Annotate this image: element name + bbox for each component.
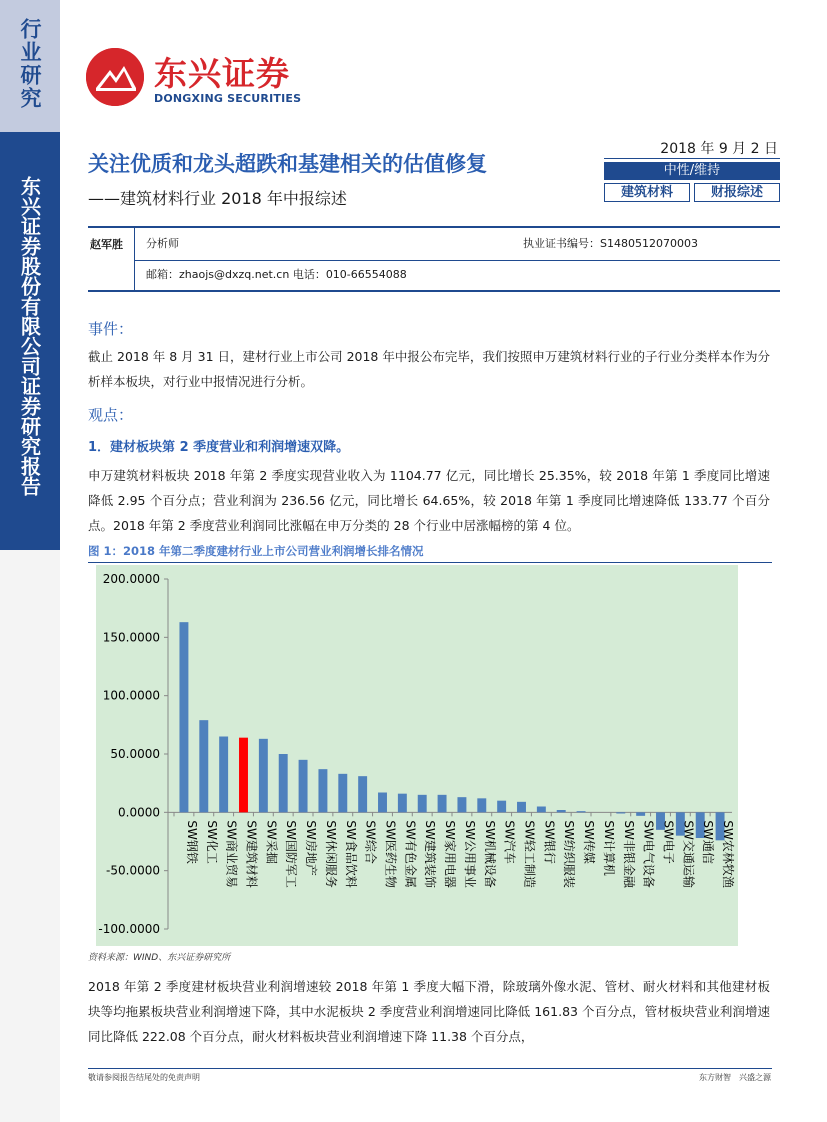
x-tick-label: SW建筑材料	[244, 820, 259, 888]
footer-divider	[88, 1068, 772, 1069]
bar	[199, 720, 208, 812]
point-1-paragraph-2: 2018 年第 2 季度建材板块营业利润增速较 2018 年第 1 季度大幅下滑，除玻璃外像水泥、管材、耐火材料和其他建材板块等均拖累板块营业利润增速下降，其中水泥板块 2 季度营业利润增速同比降低 161.83 个百分点，管材板块营业利润增速同比降低 222.08 个百分点，耐火材料板块营业利润增速下降 11.38 个百分点，	[88, 979, 770, 1044]
bar	[279, 754, 288, 812]
x-tick-label: SW轻工制造	[522, 820, 537, 888]
analyst-divider-vertical	[134, 228, 135, 290]
bar	[259, 739, 268, 813]
x-tick-label: SW商业贸易	[224, 820, 239, 888]
y-tick-label: 100.0000	[102, 688, 160, 703]
bar	[418, 795, 427, 813]
bar	[457, 797, 466, 812]
analyst-contact: 邮箱：zhaojs@dxzq.net.cn 电话：010-66554088	[146, 268, 407, 281]
y-tick-label: 200.0000	[102, 572, 160, 586]
report-subtitle: ——建筑材料行业 2018 年中报综述	[88, 189, 347, 208]
bar	[577, 811, 586, 812]
analyst-cert: 执业证书编号：S1480512070003	[523, 237, 698, 250]
bar	[557, 810, 566, 812]
footer-disclaimer: 敬请参阅报告结尾处的免责声明	[88, 1073, 200, 1082]
sidebar-category: 行业研究	[18, 18, 42, 110]
logo-cn-text: 东兴证券	[154, 54, 290, 93]
company-logo	[86, 44, 326, 108]
bar	[636, 812, 645, 816]
x-tick-label: SW银行	[542, 820, 557, 864]
bar	[338, 774, 347, 813]
x-tick-label: SW电子	[661, 820, 676, 864]
views-heading: 观点：	[88, 406, 134, 424]
y-tick-label: 50.0000	[110, 747, 160, 761]
x-tick-label: SW房地产	[304, 820, 319, 876]
bar	[318, 769, 327, 812]
x-tick-label: SW建筑装饰	[423, 820, 438, 888]
bar	[517, 802, 526, 813]
x-tick-label: SW休闲服务	[323, 820, 338, 888]
bar	[219, 737, 228, 813]
y-tick-label: 0.0000	[118, 805, 160, 820]
x-tick-label: SW交通运输	[681, 820, 696, 888]
bar	[358, 776, 367, 812]
x-tick-label: SW纺织服装	[562, 820, 577, 888]
bar	[299, 760, 308, 813]
bar	[497, 801, 506, 813]
x-tick-label: SW综合	[363, 820, 378, 864]
point-1-paragraph: 申万建筑材料板块 2018 年第 2 季度实现营业收入为 1104.77 亿元，同比增长 25.35%，较 2018 年第 1 季度同比增速降低 2.95 个百分点；营业利润为 236.56 亿元，同比增长 64.65%，较 2018 年第 1 季度同比增速降低 133.77 个百分点。2018 年第 2 季度营业利润同比涨幅在申万分类的 28 个行业中居涨幅榜的第 4 位。	[88, 468, 770, 533]
footer-slogan: 东方财智 兴盛之源	[699, 1073, 771, 1082]
x-tick-label: SW有色金属	[403, 820, 418, 888]
analyst-role: 分析师	[146, 237, 179, 250]
x-tick-label: SW电气设备	[641, 820, 656, 888]
x-tick-label: SW钢铁	[184, 820, 199, 864]
bar-chart	[96, 565, 738, 946]
bar	[179, 622, 188, 812]
figure-divider	[88, 562, 772, 563]
x-tick-label: SW食品饮料	[343, 820, 358, 888]
x-tick-label: SW通信	[701, 820, 716, 864]
x-tick-label: SW采掘	[264, 820, 279, 864]
y-tick-label: -100.0000	[98, 922, 160, 936]
x-tick-label: SW家用电器	[443, 820, 458, 888]
sidebar	[0, 0, 60, 1122]
event-paragraph: 截止 2018 年 8 月 31 日，建材行业上市公司 2018 年中报公布完毕，我们按照申万建筑材料行业的子行业分类样本作为分析样本板块，对行业中报情况进行分析。	[88, 349, 770, 389]
analyst-name: 赵军胜	[90, 238, 123, 251]
event-heading: 事件：	[88, 320, 134, 338]
figure-source: 资料来源：WIND、东兴证券研究所	[88, 953, 231, 963]
bar	[239, 738, 248, 813]
sidebar-report-type: 东兴证券股份有限公司证券研究报告	[17, 176, 42, 496]
bar	[477, 798, 486, 812]
sidebar-report-type-block	[0, 132, 60, 550]
bar	[438, 795, 447, 813]
x-tick-label: SW农林牧渔	[721, 820, 736, 888]
analyst-divider-horizontal	[135, 260, 780, 261]
bar	[378, 793, 387, 813]
x-tick-label: SW机械设备	[482, 820, 497, 888]
y-tick-label: -50.0000	[106, 863, 160, 878]
bar	[398, 794, 407, 813]
x-tick-label: SW化工	[204, 820, 219, 864]
x-tick-label: SW公用事业	[462, 820, 477, 888]
x-tick-label: SW医药生物	[383, 820, 398, 888]
x-tick-label: SW汽车	[502, 820, 517, 864]
point-1-heading: 1．建材板块第 2 季度营业和利润增速双降。	[88, 440, 350, 455]
figure-title: 图 1：2018 年第二季度建材行业上市公司营业利润增长排名情况	[88, 544, 424, 558]
date-rating-box	[604, 138, 780, 204]
report-title: 关注优质和龙头超跌和基建相关的估值修复	[88, 152, 487, 176]
rating-badge: 中性/维持	[604, 162, 780, 180]
bar	[537, 807, 546, 813]
industry-tag: 建筑材料	[604, 183, 690, 202]
bar-chart-svg	[96, 565, 738, 946]
x-tick-label: SW计算机	[601, 820, 616, 876]
sidebar-category-block	[0, 0, 60, 132]
report-date: 2018 年 9 月 2 日	[660, 141, 778, 157]
date-divider	[604, 158, 780, 159]
analyst-table	[88, 226, 780, 292]
x-tick-label: SW非银金融	[621, 820, 636, 888]
bar	[616, 812, 625, 813]
x-tick-label: SW国防军工	[284, 820, 299, 888]
report-type-tag: 财报综述	[694, 183, 780, 202]
y-tick-label: 150.0000	[102, 630, 160, 645]
logo-en-text: DONGXING SECURITIES	[154, 92, 302, 105]
x-tick-label: SW传媒	[582, 820, 597, 864]
logo-emblem-icon	[86, 48, 144, 106]
